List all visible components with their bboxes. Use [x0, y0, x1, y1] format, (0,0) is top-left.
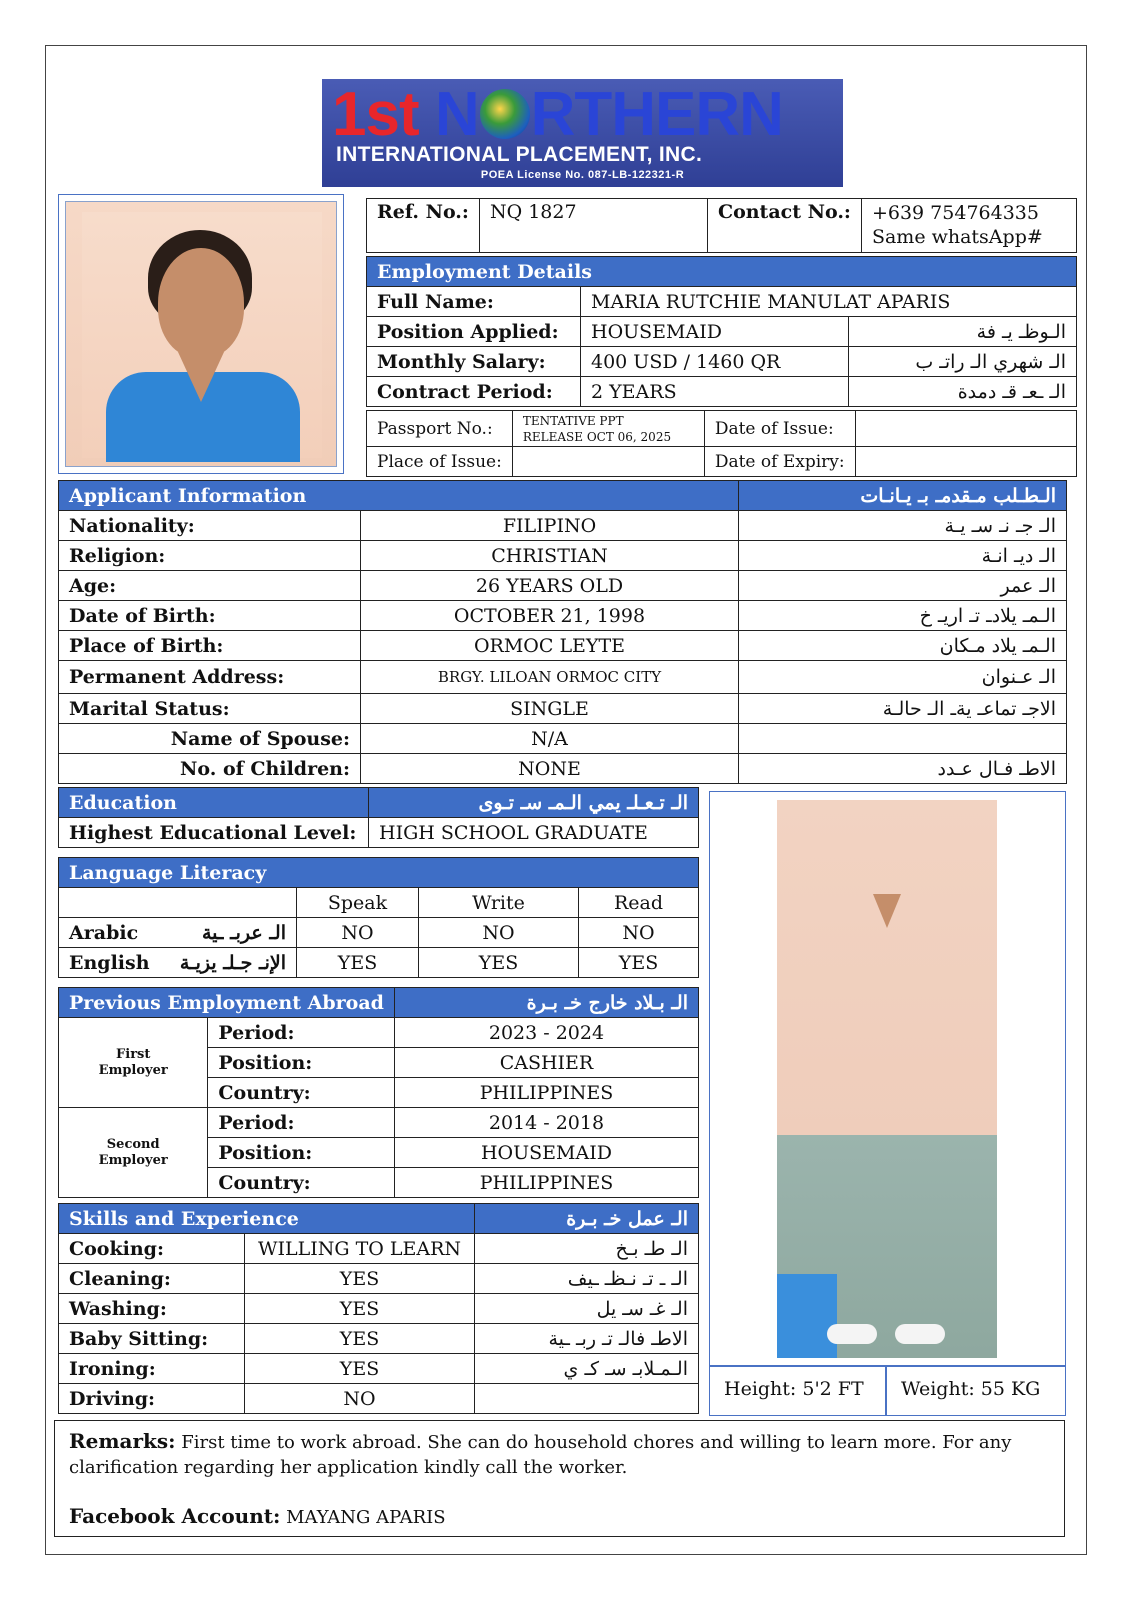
facebook-line: [69, 1504, 1050, 1530]
table-row: [59, 541, 1067, 571]
row-arabic: الاطـ فـال عـدد: [739, 754, 1067, 784]
row-label: Permanent Address:: [59, 661, 361, 694]
language-corner: [59, 888, 297, 918]
contract-arabic: الـ ـعـ قـ دمدة: [849, 377, 1077, 407]
table-row: [59, 754, 1067, 784]
row-label: Name of Spouse:: [59, 724, 361, 754]
skill-value: NO: [245, 1384, 475, 1414]
salary-value: 400 USD / 1460 QR: [581, 347, 849, 377]
reference-table: [366, 198, 1077, 253]
employer-label-line1: First: [116, 1046, 151, 1062]
logo-license: POEA License No. 087-LB-122321-R: [480, 169, 685, 181]
row-label: Place of Birth:: [59, 631, 361, 661]
table-row: [59, 571, 1067, 601]
period-value: 2014 - 2018: [394, 1108, 698, 1138]
salary-arabic: الـ شهري الـ راتـ ب: [849, 347, 1077, 377]
previous-header: Previous Employment Abroad: [59, 988, 395, 1018]
row-label: Religion:: [59, 541, 361, 571]
position-label: Position:: [208, 1048, 395, 1078]
full-name-value: MARIA RUTCHIE MANULAT APARIS: [581, 287, 1077, 317]
row-value: ORMOC LEYTE: [361, 631, 739, 661]
table-row: [59, 1324, 699, 1354]
row-label: Marital Status:: [59, 694, 361, 724]
row-arabic: الـ عـنوان: [739, 661, 1067, 694]
row-arabic: الاجـ تماعـ يةـ الـ حالـة: [739, 694, 1067, 724]
company-logo: [322, 79, 843, 187]
position-arabic: الـوظـ يـ فة: [849, 317, 1077, 347]
skills-header-arabic: الـ عمل خـ بـرة: [475, 1204, 699, 1234]
table-row: [59, 724, 1067, 754]
applicant-header: Applicant Information: [59, 481, 739, 511]
skill-arabic: الـ طـ بـخ: [475, 1234, 699, 1264]
table-row: [59, 1384, 699, 1414]
position-label: Position:: [208, 1138, 395, 1168]
skills-table: [58, 1203, 699, 1414]
skill-label: Cooking:: [59, 1234, 245, 1264]
row-value: CHRISTIAN: [361, 541, 739, 571]
position-label: Position Applied:: [367, 317, 581, 347]
portrait-frame: [58, 194, 344, 474]
position-value: HOUSEMAID: [394, 1138, 698, 1168]
table-row: [59, 1264, 699, 1294]
row-value: NONE: [361, 754, 739, 784]
expiry-value: [855, 447, 1076, 477]
full-name-label: Full Name:: [367, 287, 581, 317]
logo-subtitle: INTERNATIONAL PLACEMENT, INC.: [336, 143, 703, 166]
skill-arabic: الـ ـ تـ نـظـ ـيف: [475, 1264, 699, 1294]
row-label: No. of Children:: [59, 754, 361, 784]
full-body-photo: [777, 800, 997, 1358]
country-value: PHILIPPINES: [394, 1168, 698, 1198]
issue-date-label: Date of Issue:: [704, 411, 855, 447]
applicant-header-arabic: الـطـلب مـقدمـ بـ يـانـات: [739, 481, 1067, 511]
skill-label: Baby Sitting:: [59, 1324, 245, 1354]
write-value: YES: [419, 948, 579, 978]
skill-value: YES: [245, 1294, 475, 1324]
row-label: Age:: [59, 571, 361, 601]
row-arabic: الـ ديـ انـة: [739, 541, 1067, 571]
education-level-label: Highest Educational Level:: [59, 818, 369, 848]
education-table: [58, 787, 699, 848]
skill-arabic: الاطـ فالـ تـ ربـ ـية: [475, 1324, 699, 1354]
language-name: [59, 948, 297, 978]
ref-label: Ref. No.:: [367, 199, 480, 253]
contact-label: Contact No.:: [707, 199, 861, 253]
speak-value: YES: [297, 948, 419, 978]
previous-header-arabic: الـ بـلاد خارج خـ بـرة: [394, 988, 698, 1018]
issue-date-value: [855, 411, 1076, 447]
skill-value: YES: [245, 1264, 475, 1294]
contact-value: [861, 199, 1076, 253]
row-value: 26 YEARS OLD: [361, 571, 739, 601]
remarks-text: First time to work abroad. She can do household chores and willing to learn more. For any clarification regarding her application kindly call the worker.: [69, 1432, 1012, 1478]
skill-label: Ironing:: [59, 1354, 245, 1384]
write-value: NO: [419, 918, 579, 948]
logo-prefix: 1st: [332, 80, 419, 149]
full-body-frame: [709, 791, 1066, 1416]
row-value: BRGY. LILOAN ORMOC CITY: [361, 661, 739, 694]
employer-label-line2: Employer: [98, 1152, 168, 1168]
contract-label: Contract Period:: [367, 377, 581, 407]
table-row: [59, 1108, 699, 1138]
education-level-value: HIGH SCHOOL GRADUATE: [369, 818, 699, 848]
table-row: [59, 1234, 699, 1264]
passport-value-line1: TENTATIVE PPT: [522, 413, 624, 428]
skill-value: YES: [245, 1354, 475, 1384]
employer-label-line1: Second: [106, 1136, 160, 1152]
weight-value: Weight: 55 KG: [901, 1378, 1041, 1400]
contact-number: +639 754764335: [871, 202, 1039, 224]
table-row: [59, 948, 699, 978]
logo-name-2: RTHERN: [530, 80, 783, 149]
facebook-label: Facebook Account:: [69, 1504, 281, 1528]
column-header-read: Read: [579, 888, 699, 918]
skill-label: Cleaning:: [59, 1264, 245, 1294]
remarks-label: Remarks:: [69, 1429, 176, 1453]
row-label: Date of Birth:: [59, 601, 361, 631]
facebook-value: MAYANG APARIS: [286, 1507, 446, 1528]
employer-label: [59, 1108, 208, 1198]
row-value: FILIPINO: [361, 511, 739, 541]
skill-label: Driving:: [59, 1384, 245, 1414]
row-arabic: الـمـ يلاد مـكان: [739, 631, 1067, 661]
read-value: YES: [579, 948, 699, 978]
passport-value-line2: RELEASE OCT 06, 2025: [522, 429, 672, 444]
country-value: PHILIPPINES: [394, 1078, 698, 1108]
column-header-write: Write: [419, 888, 579, 918]
period-value: 2023 - 2024: [394, 1018, 698, 1048]
passport-no-value: [512, 411, 704, 447]
language-arabic: الإنـ جـلـ يزيـة: [179, 951, 286, 974]
table-row: [59, 511, 1067, 541]
country-label: Country:: [208, 1168, 395, 1198]
language-label: English: [69, 951, 150, 974]
expiry-label: Date of Expiry:: [704, 447, 855, 477]
language-arabic: الـ عربـ ـية: [201, 921, 286, 944]
skills-header: Skills and Experience: [59, 1204, 475, 1234]
passport-no-label: Passport No.:: [367, 411, 513, 447]
table-row: [59, 601, 1067, 631]
skill-arabic: [475, 1384, 699, 1414]
language-header: Language Literacy: [59, 858, 699, 888]
table-row: [59, 631, 1067, 661]
issue-place-label: Place of Issue:: [367, 447, 513, 477]
row-label: Nationality:: [59, 511, 361, 541]
education-header-arabic: الـ تـعـلـ يمي الـمـ سـ تـوى: [369, 788, 699, 818]
skill-label: Washing:: [59, 1294, 245, 1324]
row-value: OCTOBER 21, 1998: [361, 601, 739, 631]
language-label: Arabic: [69, 921, 139, 944]
country-label: Country:: [208, 1078, 395, 1108]
position-value: CASHIER: [394, 1048, 698, 1078]
row-arabic: [739, 724, 1067, 754]
row-value: SINGLE: [361, 694, 739, 724]
language-table: [58, 857, 699, 978]
skill-value: WILLING TO LEARN: [245, 1234, 475, 1264]
skill-arabic: الـ غـ سـ يل: [475, 1294, 699, 1324]
table-row: [59, 1018, 699, 1048]
table-row: [59, 1294, 699, 1324]
table-row: [59, 918, 699, 948]
table-row: [59, 661, 1067, 694]
portrait-photo: [65, 201, 337, 467]
employer-label: [59, 1018, 208, 1108]
salary-label: Monthly Salary:: [367, 347, 581, 377]
row-arabic: الـ جـ نـ سـ يـة: [739, 511, 1067, 541]
ref-value: NQ 1827: [479, 199, 707, 253]
position-value: HOUSEMAID: [581, 317, 849, 347]
remarks-paragraph: [69, 1429, 1050, 1480]
remarks-box: [54, 1420, 1065, 1537]
table-row: [59, 1354, 699, 1384]
globe-icon: [480, 89, 530, 139]
row-value: N/A: [361, 724, 739, 754]
read-value: NO: [579, 918, 699, 948]
period-label: Period:: [208, 1018, 395, 1048]
row-arabic: الـ عمر: [739, 571, 1067, 601]
logo-name-1: N: [434, 80, 479, 149]
applicant-table: [58, 480, 1067, 784]
height-value: Height: 5'2 FT: [724, 1378, 864, 1400]
period-label: Period:: [208, 1108, 395, 1138]
skill-value: YES: [245, 1324, 475, 1354]
column-header-speak: Speak: [297, 888, 419, 918]
passport-table: [366, 410, 1077, 477]
contact-note: Same whatsApp#: [871, 226, 1043, 248]
employment-table: [366, 256, 1077, 407]
table-row: [59, 694, 1067, 724]
education-header: Education: [59, 788, 369, 818]
contract-value: 2 YEARS: [581, 377, 849, 407]
skill-arabic: الـمـلابـ سـ كـ ي: [475, 1354, 699, 1384]
employer-label-line2: Employer: [98, 1062, 168, 1078]
employment-header: Employment Details: [367, 257, 1077, 287]
language-name: [59, 918, 297, 948]
speak-value: NO: [297, 918, 419, 948]
row-arabic: الـمـ يلادـ تـ اريـ خ: [739, 601, 1067, 631]
previous-employment-table: [58, 987, 699, 1198]
issue-place-value: [512, 447, 704, 477]
